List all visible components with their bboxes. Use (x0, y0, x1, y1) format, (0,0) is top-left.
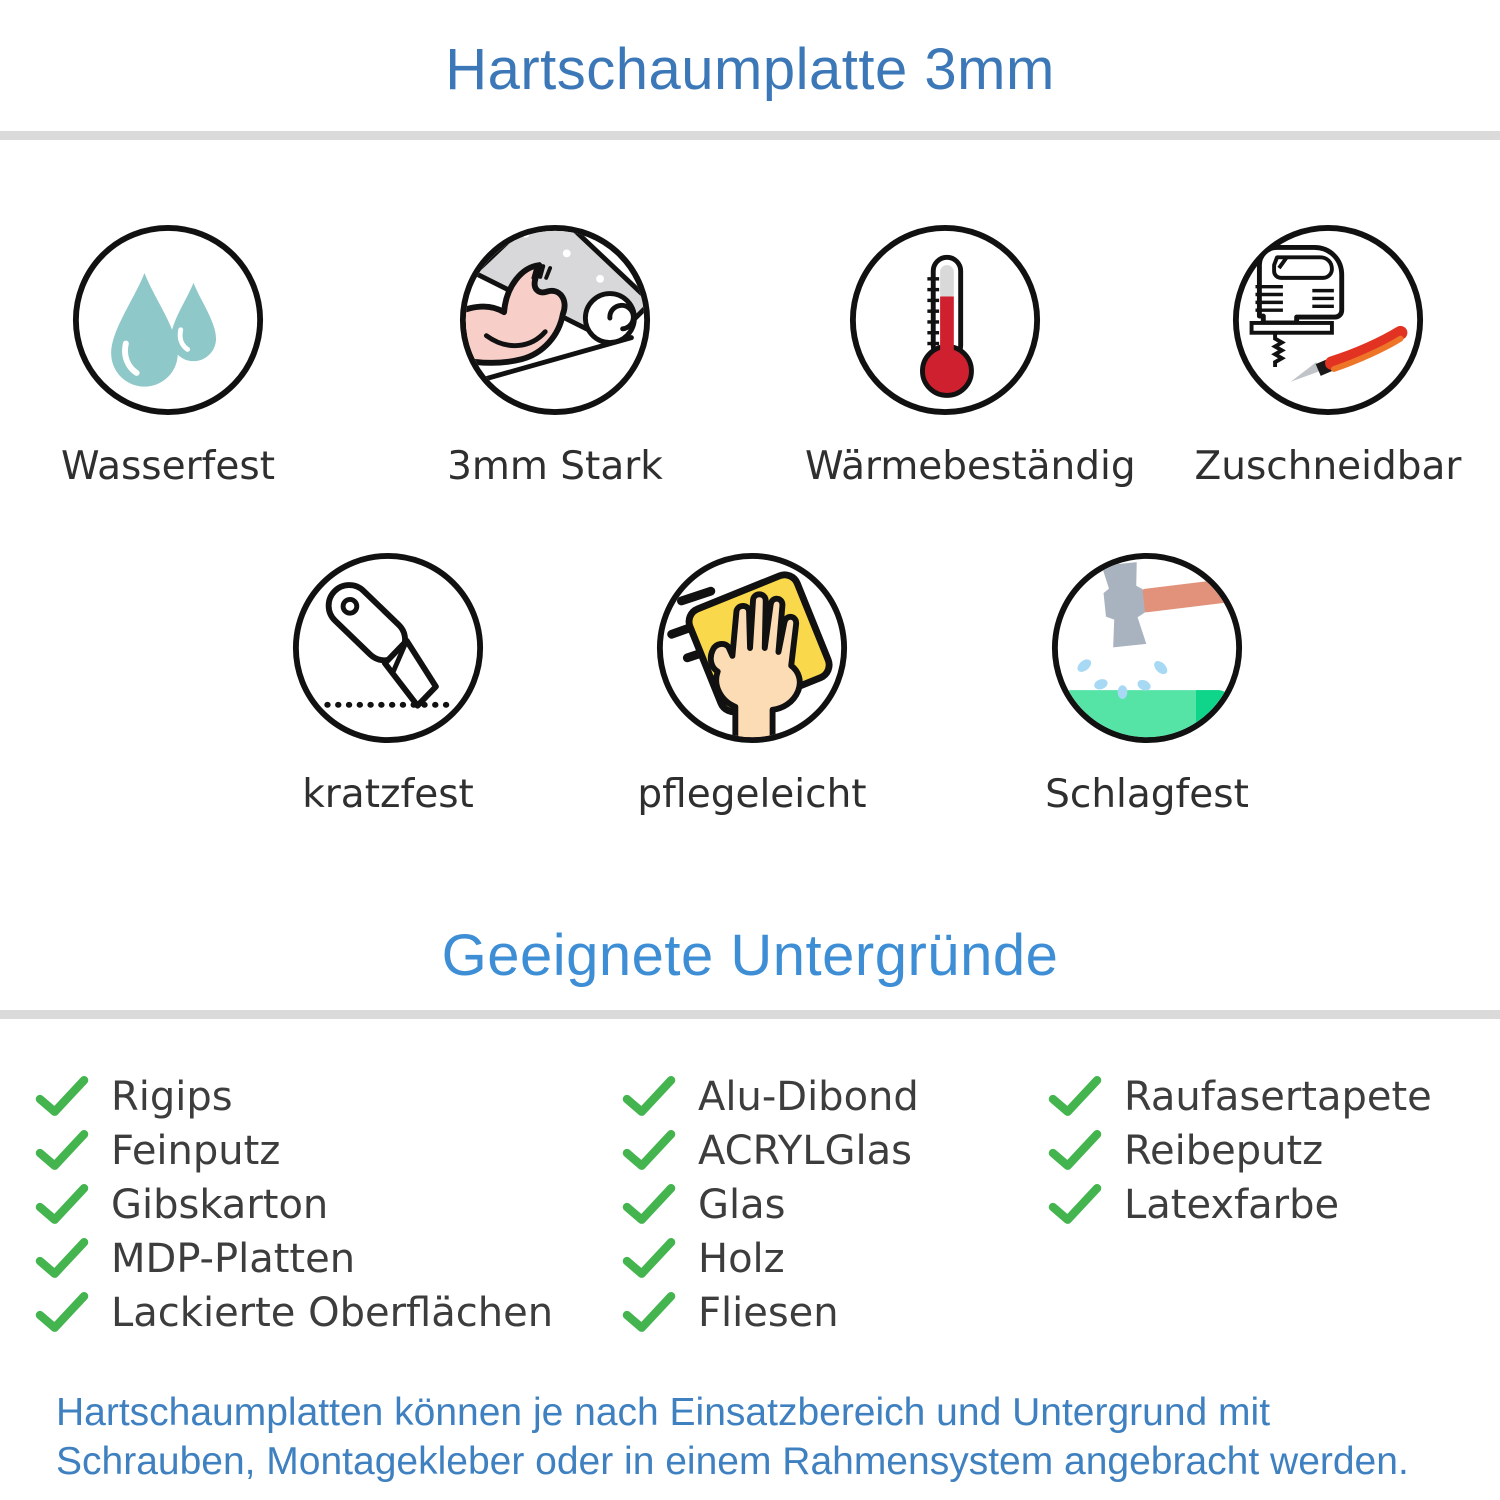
check-icon (1048, 1130, 1102, 1172)
feature-3mm-stark (415, 222, 695, 489)
feature-label: kratzfest (302, 772, 474, 817)
water-drops-icon (70, 222, 266, 418)
check-icon (622, 1238, 676, 1280)
section-title-untergruende: Geeignete Untergründe (441, 923, 1059, 988)
check-icon (622, 1076, 676, 1118)
substrate-label: Rigips (111, 1074, 233, 1120)
feature-label: pflegeleicht (637, 772, 867, 817)
list-item (622, 1178, 919, 1232)
feature-zuschneidbar (1188, 222, 1468, 489)
footer-line-2: Schrauben, Montagekleber oder in einem Rahmensystem angebracht werden. (56, 1440, 1409, 1483)
substrate-label: Gibskarton (111, 1182, 329, 1228)
substrate-label: Glas (698, 1182, 786, 1228)
check-icon (35, 1076, 89, 1118)
substrate-column-1 (35, 1070, 553, 1340)
check-icon (35, 1130, 89, 1172)
check-icon (35, 1238, 89, 1280)
list-item (1048, 1178, 1432, 1232)
feature-pflegeleicht (612, 550, 892, 817)
substrate-label: Reibeputz (1124, 1128, 1324, 1174)
list-item (622, 1286, 919, 1340)
footer-line-1: Hartschaumplatten können je nach Einsatzbereich und Untergrund mit (56, 1391, 1271, 1434)
jigsaw-icon (1230, 222, 1426, 418)
list-item (1048, 1124, 1432, 1178)
feature-label: Wärmebeständig (805, 444, 1136, 489)
list-item (1048, 1070, 1432, 1124)
substrate-label: Holz (698, 1236, 785, 1282)
feature-waermebestaendig (805, 222, 1136, 489)
cleaning-hand-icon (654, 550, 850, 746)
feature-label: 3mm Stark (447, 444, 663, 489)
list-item (35, 1178, 553, 1232)
substrate-label: Latexfarbe (1124, 1182, 1340, 1228)
substrate-label: MDP-Platten (111, 1236, 356, 1282)
substrate-label: ACRYLGlas (698, 1128, 913, 1174)
utility-knife-icon (290, 550, 486, 746)
list-item (622, 1070, 919, 1124)
hammer-icon (1049, 550, 1245, 746)
check-icon (622, 1184, 676, 1226)
thermometer-icon (847, 222, 1043, 418)
substrate-label: Alu-Dibond (698, 1074, 919, 1120)
check-icon (622, 1130, 676, 1172)
check-icon (622, 1292, 676, 1334)
feature-kratzfest (248, 550, 528, 817)
check-icon (35, 1292, 89, 1334)
feature-label: Zuschneidbar (1194, 444, 1462, 489)
feature-wasserfest (28, 222, 308, 489)
feature-label: Schlagfest (1045, 772, 1249, 817)
substrate-column-3 (1048, 1070, 1432, 1232)
substrate-label: Fliesen (698, 1290, 839, 1336)
list-item (35, 1124, 553, 1178)
list-item (622, 1232, 919, 1286)
substrate-label: Lackierte Oberflächen (111, 1290, 554, 1336)
feature-label: Wasserfest (61, 444, 275, 489)
divider-top (0, 131, 1500, 140)
list-item (35, 1232, 553, 1286)
page-title: Hartschaumplatte 3mm (445, 37, 1055, 102)
check-icon (1048, 1076, 1102, 1118)
footer-note (56, 1388, 1476, 1486)
substrate-label: Raufasertapete (1124, 1074, 1432, 1120)
list-item (35, 1286, 553, 1340)
divider-middle (0, 1010, 1500, 1019)
list-item (622, 1124, 919, 1178)
check-icon (35, 1184, 89, 1226)
substrate-label: Feinputz (111, 1128, 281, 1174)
check-icon (1048, 1184, 1102, 1226)
substrate-column-2 (622, 1070, 919, 1340)
feature-schlagfest (1007, 550, 1287, 817)
list-item (35, 1070, 553, 1124)
muscle-arm-icon (457, 222, 653, 418)
